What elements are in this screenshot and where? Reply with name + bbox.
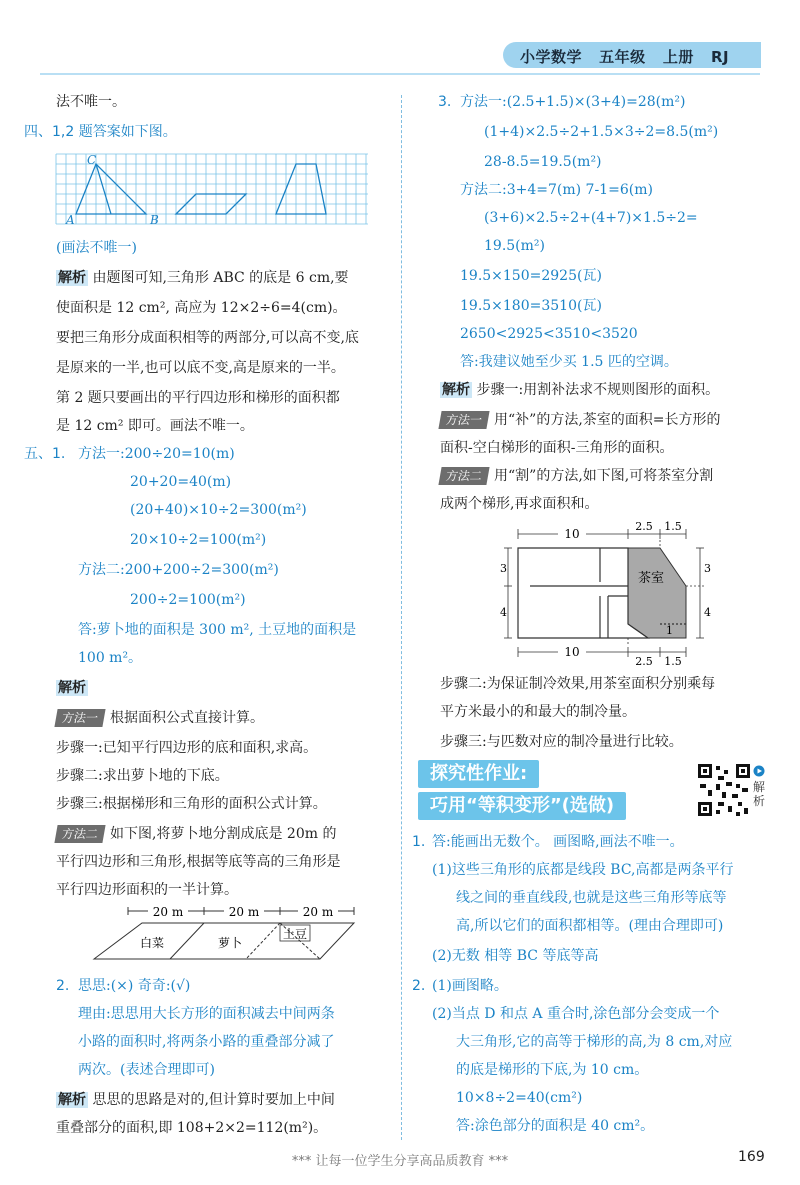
e2-text: (2)当点 D 和点 A 重合时,涂色部分会变成一个 (432, 1006, 720, 1022)
q5-calc: 200÷2=100(m²) (130, 592, 246, 608)
label-c: C (87, 153, 97, 167)
dim-bottom-2-5: 2.5 (635, 655, 653, 666)
method-tag: 方法一 (438, 411, 489, 429)
region-cabbage: 白菜 (140, 936, 165, 950)
q3-answer: 答:我建议她至少买 1.5 匹的空调。 (460, 354, 678, 370)
analysis-1-line (56, 268, 349, 288)
q5-calc: 20×10÷2=100(m²) (130, 532, 267, 548)
text-span: 用“补”的方法,茶室的面积=长方形的 (494, 412, 721, 428)
analysis-label: 解析 (58, 1092, 86, 1108)
q3-calc: 方法二:3+4=7(m) 7-1=6(m) (460, 182, 653, 198)
q3-number: 3. (438, 94, 452, 110)
q3-calc: (1+4)×2.5÷2+1.5×3÷2=8.5(m²) (484, 124, 719, 140)
text-line: 步骤二:为保证制冷效果,用茶室面积分别乘每 (440, 676, 716, 692)
text-line: 法不唯一。 (56, 94, 126, 110)
text-span: 由题图可知,三角形 ABC 的底是 6 cm,要 (88, 270, 349, 286)
method-tag: 方法二 (438, 467, 489, 485)
label-a: A (66, 213, 75, 227)
text-line: 第 2 题只要画出的平行四边形和梯形的面积都 (56, 390, 340, 406)
dim-right-4: 4 (704, 606, 711, 619)
text-span: 用“割”的方法,如下图,可将茶室分割 (494, 468, 714, 484)
q5-calc: 20+20=40(m) (130, 474, 232, 490)
e2-text: 10×8÷2=40(cm²) (456, 1090, 583, 1106)
dim-top-2-5: 2.5 (635, 520, 653, 533)
analysis-label: 解析 (442, 382, 470, 398)
text-line: 重叠部分的面积,即 108+2×2=112(m²)。 (56, 1120, 328, 1136)
dim-left-4: 4 (500, 606, 507, 619)
q3-calc: 19.5×150=2925(瓦) (460, 268, 602, 284)
q2-number: 2. (56, 978, 70, 994)
method-tag: 方法二 (54, 825, 105, 843)
grid-note: (画法不唯一) (56, 240, 137, 256)
text-line: 成两个梯形,再求面积和。 (440, 496, 599, 512)
text-span: 如下图,将萝卜地分割成底是 20m 的 (110, 826, 337, 842)
text-span: 步骤一:用割补法求不规则图形的面积。 (472, 382, 720, 398)
q5-answer: 100 m²。 (78, 650, 143, 666)
text-line: 步骤二:求出萝卜地的下底。 (56, 768, 229, 784)
e2-text: 的底是梯形的下底,为 10 cm。 (456, 1062, 649, 1078)
e1-text: 线之间的垂直线段,也就是这些三角形等底等 (456, 890, 727, 906)
q5-number: 五、1. (24, 446, 66, 462)
header-rule (40, 73, 760, 75)
text-line: 使面积是 12 cm², 高应为 12×2÷6=4(cm)。 (56, 300, 347, 316)
qr-code-icon[interactable] (696, 762, 752, 818)
q2-reason: 两次。(表述合理即可) (78, 1062, 215, 1078)
text-line: 平行四边形和三角形,根据等底等高的三角形是 (56, 854, 341, 870)
tearoom-label: 茶室 (638, 571, 665, 586)
column-divider (401, 95, 402, 1140)
text-line: 平行四边形面积的一半计算。 (56, 882, 238, 898)
q3-calc: 28-8.5=19.5(m²) (484, 154, 602, 170)
dim-bottom-1-5: 1.5 (664, 655, 682, 666)
text-line: 面积-空白梯形的面积-三角形的面积。 (440, 440, 674, 456)
q5-method1: 方法一:200÷20=10(m) (78, 446, 235, 462)
dim-bottom-10: 10 (564, 645, 580, 659)
q2-reason: 小路的面积时,将两条小路的重叠部分减了 (78, 1034, 335, 1050)
e1-number: 1. (412, 834, 426, 850)
trapezoid-answer (276, 164, 326, 214)
text-line: 平方米最小的和最大的制冷量。 (440, 704, 636, 720)
analysis-label: 解析 (58, 680, 86, 696)
section-title-topic: 巧用“等积变形”(选做) (418, 792, 626, 820)
region-radish: 萝卜 (218, 936, 243, 950)
e1-text: (1)这些三角形的底都是线段 BC,高都是两条平行 (432, 862, 734, 878)
dim-label: 20 m (152, 905, 184, 919)
q3-calc: 2650<2925<3510<3520 (460, 326, 638, 342)
section-title-explore: 探究性作业: (418, 760, 539, 788)
text-line: 是 12 cm² 即可。画法不唯一。 (56, 418, 254, 434)
play-icon (753, 765, 765, 777)
q3-calc: 19.5×180=3510(瓦) (460, 298, 602, 314)
text-span: 根据面积公式直接计算。 (110, 710, 265, 726)
footer-slogan: *** 让每一位学生分享高品质教育 *** (291, 1154, 509, 1169)
q2-reason: 理由:思思用大长方形的面积减去中间两条 (78, 1006, 335, 1022)
region-potato: 土豆 (283, 927, 308, 941)
book-title: 小学数学 五年级 上册 RJ (520, 48, 730, 66)
e1-answer: 答:能画出无数个。 画图略,画法不唯一。 (432, 834, 684, 850)
q2-answer: 思思:(×) 奇奇:(√) (78, 978, 191, 994)
dim-label: 20 m (302, 905, 334, 919)
tearoom-figure (500, 520, 722, 666)
e1-text: (2)无数 相等 BC 等底等高 (432, 948, 599, 964)
dim-label: 20 m (228, 905, 260, 919)
text-span: 思思的思路是对的,但计算时要加上中间 (88, 1092, 335, 1108)
e1-text: 高,所以它们的面积都相等。(理由合理即可) (456, 918, 724, 934)
q3-calc: 19.5(m²) (484, 238, 545, 254)
q3-calc: (3+6)×2.5÷2+(4+7)×1.5÷2= (484, 210, 698, 226)
triangle-abc (76, 164, 146, 214)
page-number: 169 (738, 1149, 765, 1165)
analysis-label: 解析 (58, 270, 86, 286)
qr-label: 解析 (753, 780, 766, 808)
q4-title: 四、1,2 题答案如下图。 (24, 124, 177, 140)
dim-left-3: 3 (500, 562, 507, 575)
dim-1: 1 (666, 624, 673, 637)
text-line: 步骤三:与匹数对应的制冷量进行比较。 (440, 734, 683, 750)
text-line: 要把三角形分成面积相等的两部分,可以高不变,底 (56, 330, 359, 346)
dim-top-10: 10 (564, 527, 580, 541)
e2-text: 答:涂色部分的面积是 40 cm²。 (456, 1118, 655, 1134)
dim-top-1-5: 1.5 (664, 520, 682, 533)
text-line: 步骤一:已知平行四边形的底和面积,求高。 (56, 740, 318, 756)
e2-number: 2. (412, 978, 426, 994)
dim-right-3: 3 (704, 562, 711, 575)
q5-method2: 方法二:200+200÷2=300(m²) (78, 562, 279, 578)
q3-calc: 方法一:(2.5+1.5)×(3+4)=28(m²) (460, 94, 686, 110)
text-line: 是原来的一半,也可以底不变,高是原来的一半。 (56, 360, 345, 376)
q5-calc: (20+40)×10÷2=300(m²) (130, 502, 307, 518)
text-line: 步骤三:根据梯形和三角形的面积公式计算。 (56, 796, 327, 812)
label-b: B (150, 213, 159, 227)
grid-figure (54, 152, 370, 228)
method-tag: 方法一 (54, 709, 105, 727)
e2-text: (1)画图略。 (432, 978, 508, 994)
e2-text: 大三角形,它的高等于梯形的高,为 8 cm,对应 (456, 1034, 733, 1050)
field-figure (90, 905, 360, 967)
q5-answer: 答:萝卜地的面积是 300 m², 土豆地的面积是 (78, 622, 357, 638)
